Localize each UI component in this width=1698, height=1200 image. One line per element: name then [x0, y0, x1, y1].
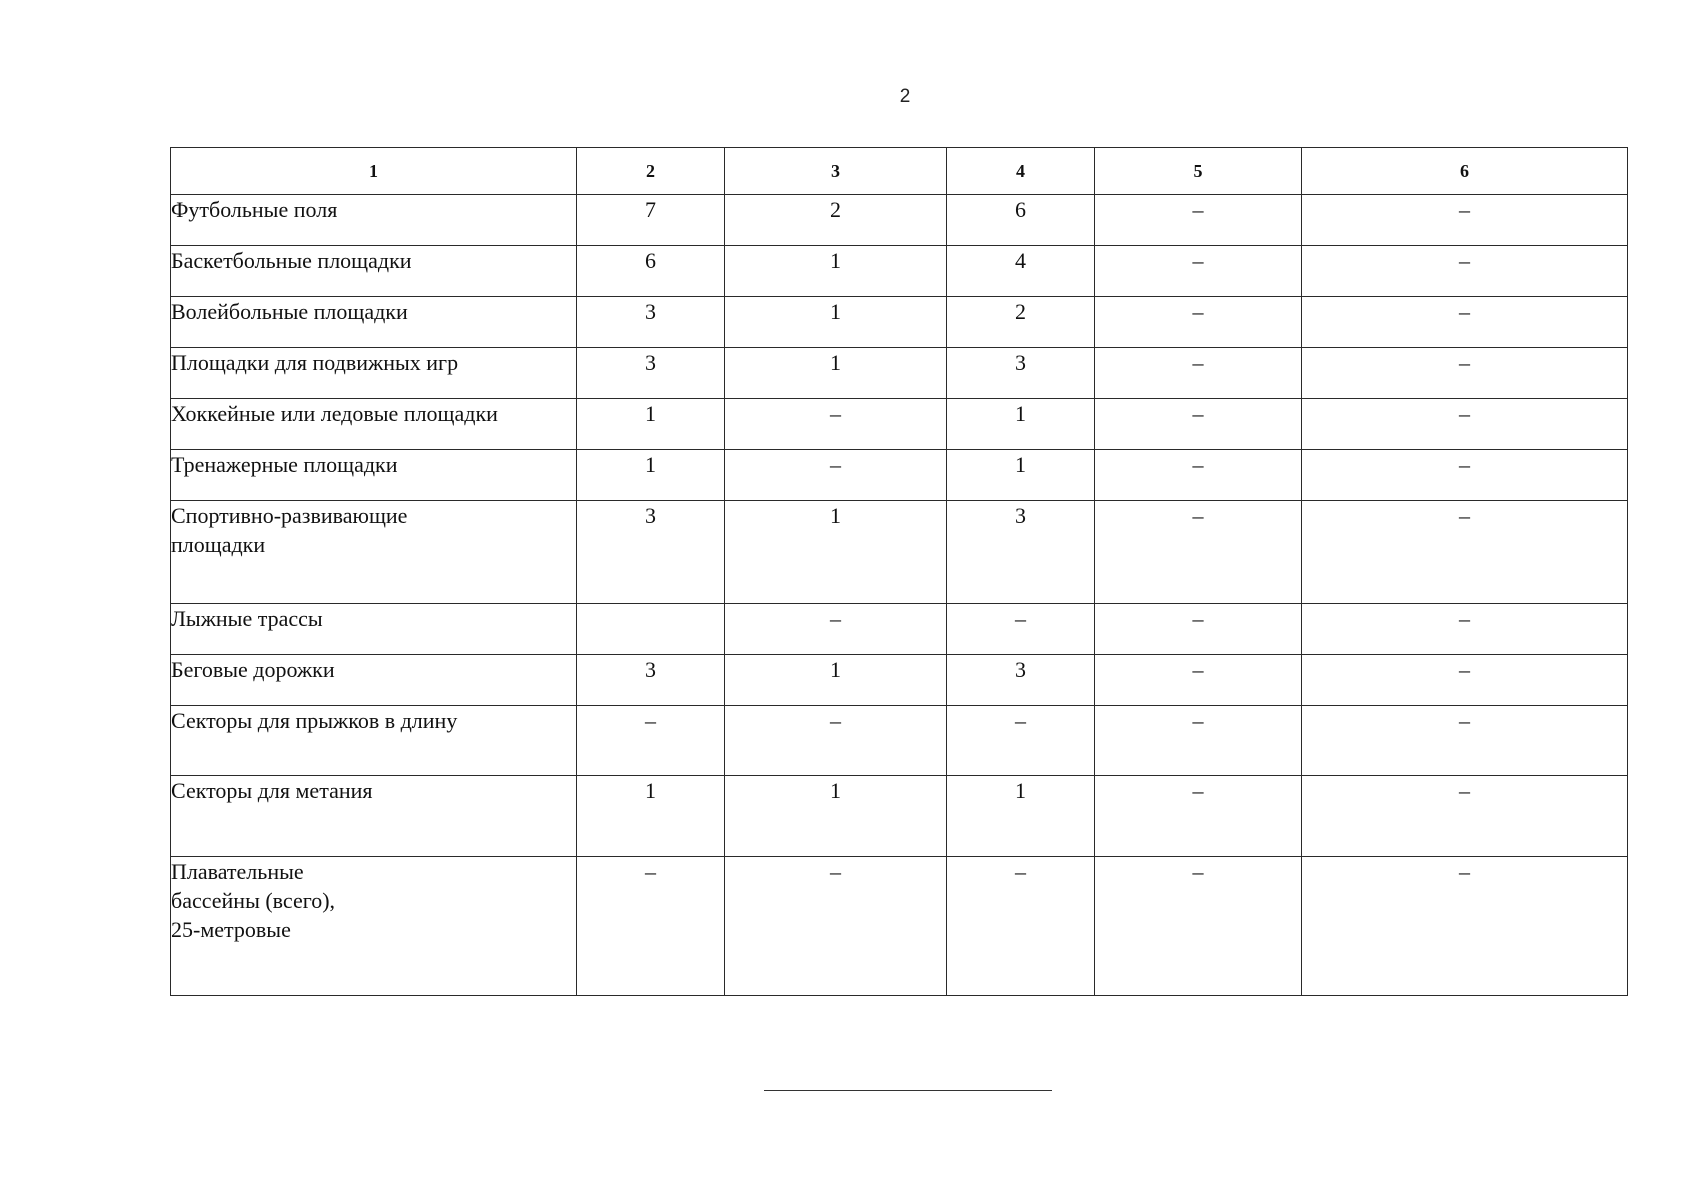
table-row	[171, 501, 1628, 604]
table-cell: –	[725, 706, 947, 776]
table-cell: –	[1302, 706, 1628, 776]
column-header-4: 4	[947, 148, 1095, 195]
table-cell: 3	[577, 297, 725, 348]
table-cell: 3	[577, 655, 725, 706]
table-cell: 1	[577, 450, 725, 501]
table-cell: –	[1095, 348, 1302, 399]
row-label: Тренажерные площадки	[171, 450, 577, 501]
table-cell: –	[947, 604, 1095, 655]
table-cell: –	[947, 857, 1095, 996]
sports-facilities-table	[170, 147, 1628, 996]
table-cell: 4	[947, 246, 1095, 297]
table-cell: –	[725, 450, 947, 501]
table-cell: 3	[577, 348, 725, 399]
table-row	[171, 450, 1628, 501]
table-cell: 1	[725, 655, 947, 706]
table-cell: 1	[725, 297, 947, 348]
table-cell: 7	[577, 195, 725, 246]
table-cell: 6	[947, 195, 1095, 246]
row-label: Плавательные бассейны (всего), 25-метровые	[171, 857, 577, 996]
row-label: Площадки для подвижных игр	[171, 348, 577, 399]
table-cell: –	[725, 857, 947, 996]
table-row	[171, 706, 1628, 776]
table-cell: –	[1302, 857, 1628, 996]
table-cell: 1	[947, 776, 1095, 857]
table-row	[171, 399, 1628, 450]
table-cell: –	[1302, 348, 1628, 399]
table-cell: 1	[725, 348, 947, 399]
table-cell: –	[577, 857, 725, 996]
row-label: Баскетбольные площадки	[171, 246, 577, 297]
table-cell: –	[1302, 195, 1628, 246]
table-cell: –	[1302, 501, 1628, 604]
row-label: Секторы для прыжков в длину	[171, 706, 577, 776]
table-row	[171, 776, 1628, 857]
page-number: 2	[899, 86, 911, 107]
table-cell: –	[1302, 450, 1628, 501]
table-cell: –	[1302, 604, 1628, 655]
table-cell: –	[1302, 399, 1628, 450]
table-row	[171, 297, 1628, 348]
table-cell: 1	[725, 776, 947, 857]
table-cell: –	[1095, 195, 1302, 246]
table-cell: 1	[577, 776, 725, 857]
table-row	[171, 655, 1628, 706]
table-cell: –	[1095, 501, 1302, 604]
table-cell: –	[1095, 776, 1302, 857]
row-label: Секторы для метания	[171, 776, 577, 857]
table-cell: –	[1095, 857, 1302, 996]
table-cell: 6	[577, 246, 725, 297]
row-label: Волейбольные площадки	[171, 297, 577, 348]
row-label: Спортивно-развивающие площадки	[171, 501, 577, 604]
table-cell: –	[1302, 776, 1628, 857]
table-cell: –	[1302, 246, 1628, 297]
row-label: Футбольные поля	[171, 195, 577, 246]
table-cell: –	[1302, 297, 1628, 348]
table-row	[171, 195, 1628, 246]
table-cell: –	[1095, 399, 1302, 450]
table-row	[171, 604, 1628, 655]
table-cell: –	[725, 604, 947, 655]
table-cell: 2	[725, 195, 947, 246]
table-cell: 1	[947, 450, 1095, 501]
table-cell: 3	[947, 501, 1095, 604]
table-cell: –	[1095, 604, 1302, 655]
column-header-3: 3	[725, 148, 947, 195]
table-row	[171, 348, 1628, 399]
table-cell: 2	[947, 297, 1095, 348]
table-cell: 1	[725, 501, 947, 604]
table-cell: –	[1095, 706, 1302, 776]
table-cell	[577, 604, 725, 655]
table-cell: –	[1095, 297, 1302, 348]
column-header-2: 2	[577, 148, 725, 195]
table-cell: 3	[947, 655, 1095, 706]
table-cell: –	[947, 706, 1095, 776]
table-cell: –	[1095, 450, 1302, 501]
table-cell: 1	[947, 399, 1095, 450]
table-cell: 3	[947, 348, 1095, 399]
table-cell: –	[1302, 655, 1628, 706]
table-cell: –	[1095, 655, 1302, 706]
table-cell: 1	[725, 246, 947, 297]
row-label: Хоккейные или ледовые площадки	[171, 399, 577, 450]
table-header-row	[171, 148, 1628, 195]
table-cell: –	[1095, 246, 1302, 297]
footer-separator-line	[764, 1090, 1052, 1091]
column-header-5: 5	[1095, 148, 1302, 195]
row-label: Лыжные трассы	[171, 604, 577, 655]
column-header-6: 6	[1302, 148, 1628, 195]
column-header-1: 1	[171, 148, 577, 195]
table-row	[171, 246, 1628, 297]
table-cell: –	[577, 706, 725, 776]
table-cell: 3	[577, 501, 725, 604]
table-cell: –	[725, 399, 947, 450]
table-row	[171, 857, 1628, 996]
table-cell: 1	[577, 399, 725, 450]
row-label: Беговые дорожки	[171, 655, 577, 706]
